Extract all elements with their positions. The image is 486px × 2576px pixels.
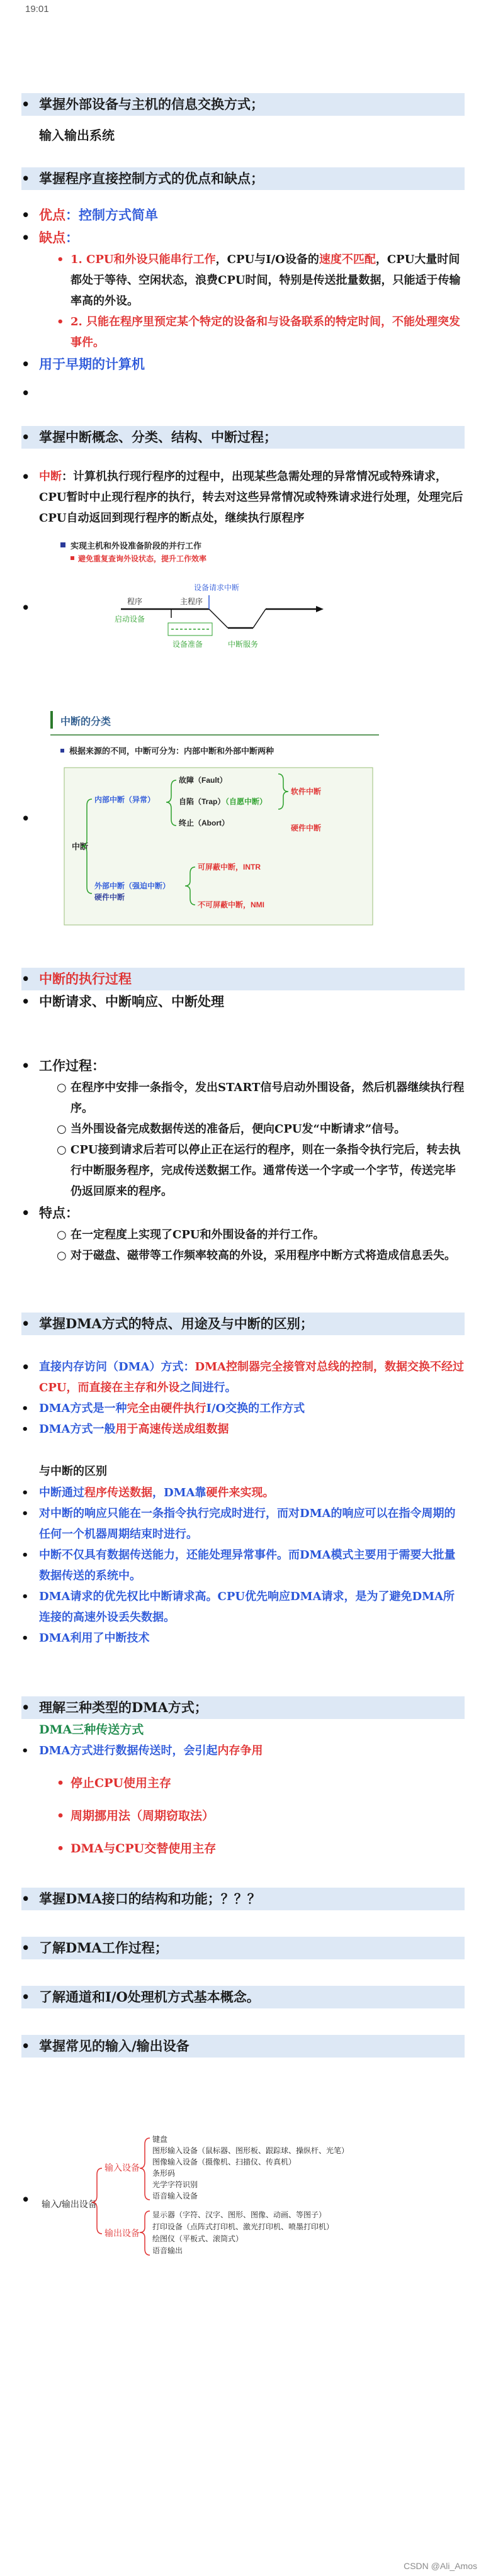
contention-line: • DMA方式进行数据传送时，会引起内存争用	[21, 1744, 263, 1757]
disadvantage-line: • 缺点：	[21, 230, 79, 245]
disadvantage-colon: ：	[65, 230, 79, 245]
title-text: 理解三种类型的DMA方式；	[39, 1700, 208, 1715]
item2: 2. 只能在程序里预定某个特定的设备和与设备联系的特定时间，不能处理突发事件。	[71, 315, 461, 349]
document-body	[0, 93, 486, 2265]
status-time: 19:01	[25, 4, 49, 14]
l3-a: DMA方式一般	[39, 1423, 116, 1436]
title-text: 掌握DMA接口的结构和功能；？？？	[39, 1891, 261, 1907]
dma-line3: • DMA方式一般用于高速传送成组数据	[21, 1423, 229, 1436]
usage-text: 用于早期的计算机	[39, 356, 145, 372]
advantage-label: 优点	[39, 207, 65, 223]
definition-text: ：计算机执行现行程序的过程中，出现某些急需处理的异常情况或特殊请求，CPU暂时中止现行程序的执行，转去对这些异常情况或特殊请求进行处理，处理完后CPU自动返回到现行程序的断点处，继续执行原程序	[39, 470, 463, 525]
disadvantage-label: 缺点	[39, 230, 65, 245]
status-bar	[0, 0, 486, 18]
line-b: 内存争用	[217, 1744, 263, 1757]
parallel-work-diagram	[39, 535, 392, 680]
section-program-control	[21, 167, 465, 405]
section-title: • 掌握程序直接控制方式的优点和缺点；	[21, 167, 465, 190]
d2: 对中断的响应只能在一条指令执行完成时进行，而对DMA的响应可以在指令周期的任何一个机器周期结束时进行。	[39, 1507, 456, 1541]
in-item: 光学字符识别	[152, 2180, 198, 2189]
in-item: 条形码	[152, 2169, 176, 2178]
legend-square-icon	[60, 542, 65, 547]
title-bar	[50, 711, 53, 729]
section-channel	[21, 1986, 465, 2008]
output-items	[152, 2210, 334, 2255]
list-item: • 周期挪用法（周期窃取法）	[57, 1800, 465, 1832]
empty-bullet: •	[21, 385, 30, 401]
advantage-line: • 优点：控制方式简单	[21, 207, 158, 223]
d1-c: ，DMA靠	[152, 1486, 206, 1499]
list-item: ○ 对于磁盘、磁带等工作频率较高的外设，采用程序中断方式将造成信息丢失。	[57, 1245, 465, 1266]
fig2-soft: 软件中断	[291, 787, 322, 796]
feat-label-line: • 特点：	[21, 1202, 465, 1224]
section-title: • 掌握常见的输入/输出设备	[21, 2035, 465, 2058]
root-label: 输入/输出设备	[42, 2199, 97, 2209]
title-text: 中断的执行过程	[39, 971, 132, 987]
dma-line2: • DMA方式是一种完全由硬件执行I/O交换的工作方式	[21, 1402, 305, 1415]
fig2-inner: 内部中断（异常）	[94, 795, 155, 804]
advantage-text: ：控制方式简单	[65, 207, 158, 223]
figure-io-devices: • 输入/输出设备 输入设备 输出设备 键盘 图形输入设备（鼠标器、图形板、跟踪球、操纵杆、光笔） 图像输入设备（摄像机、扫描仪、传真机） 条形码 光学字符识别 语音输入设备 显示器（字符、汉字、图形、图像、动画、等图子） 打印设备（点阵式打印机、激光打印机、喷墨打印机） 绘图仪（平板式、滚筒式） 语音输出	[21, 2133, 465, 2265]
fig1-prep: 设备准备	[172, 640, 203, 649]
in-item: 语音输入设备	[152, 2192, 198, 2200]
section-interrupt-concept	[21, 426, 465, 938]
list-item: • DMA与CPU交替使用主存	[57, 1832, 465, 1865]
title-text: 掌握常见的输入/输出设备	[39, 2038, 189, 2054]
in-item: 图像输入设备（摄像机、扫描仪、传真机）	[152, 2158, 297, 2166]
list-item: • 1. CPU和外设只能串行工作，CPU与I/O设备的速度不匹配，CPU大量时间都处于等待、空闲状态，浪费CPU时间，特别是传送批量数据，只能适于传输率高的外设。	[57, 253, 461, 308]
title-text: 掌握中断概念、分类、结构、中断过程；	[39, 429, 277, 445]
section-dma-types	[21, 1696, 465, 1865]
item1-c: 速度不匹配	[319, 253, 376, 266]
work-1: 在程序中安排一条指令，发出START信号启动外围设备，然后机器继续执行程序。	[71, 1081, 465, 1115]
section-title: • 掌握中断概念、分类、结构、中断过程；	[21, 426, 465, 449]
out-item: 绘图仪（平板式、滚筒式）	[152, 2234, 244, 2243]
diff-1: • 中断通过程序传送数据，DMA靠硬件来实现。	[21, 1486, 274, 1499]
title-text: 了解通道和I/O处理机方式基本概念。	[39, 1989, 260, 2005]
d1-d: 硬件来实现。	[206, 1486, 274, 1499]
diff-5: • DMA利用了中断技术	[21, 1628, 465, 1649]
section-io-exchange	[21, 93, 465, 146]
work-2: 当外围设备完成数据传送的准备后，便向CPU发“中断请求”信号。	[71, 1123, 406, 1136]
section-title: • 中断的执行过程	[21, 968, 465, 990]
type-2: 周期挪用法（周期窃取法）	[71, 1809, 215, 1823]
work-3: CPU接到请求后若可以停止正在运行的程序，则在一条指令执行完后，转去执行中断服务程序，完成传送数据工作。通常传送一个字或一个字节，传送完毕仍返回原来的程序。	[71, 1143, 461, 1198]
out-item: 显示器（字符、汉字、图形、图像、动画、等图子）	[152, 2210, 327, 2219]
line-a: DMA方式进行数据传送时，会引起	[39, 1744, 218, 1757]
list-item: ○ 当外围设备完成数据传送的准备后，便向CPU发“中断请求”信号。	[57, 1119, 465, 1140]
section-title: • 理解三种类型的DMA方式；	[21, 1696, 465, 1719]
diff-3: • 中断不仅具有数据传送能力，还能处理异常事件。而DMA模式主要用于需要大批量数据传送的系统中。	[21, 1545, 465, 1586]
feat-2: 对于磁盘、磁带等工作频率较高的外设，采用程序中断方式将造成信息丢失。	[71, 1249, 456, 1262]
section-title: • 掌握DMA接口的结构和功能；？？？	[21, 1888, 465, 1910]
in-brace	[140, 2138, 150, 2200]
l2-b: 完全由硬件执行	[127, 1402, 206, 1415]
desc-square-icon	[60, 749, 64, 753]
fig2-mask: 可屏蔽中断，INTR	[198, 863, 261, 871]
fig1-svc: 中断服务	[228, 640, 259, 649]
fig1-title: 实现主机和外设准备阶段的并行工作	[71, 541, 202, 551]
list-item: ○ 在程序中安排一条指令，发出START信号启动外围设备，然后机器继续执行程序。	[57, 1077, 465, 1119]
fig1-req: 设备请求中断	[194, 583, 240, 592]
section-dma	[21, 1313, 465, 1649]
out-item: 打印设备（点阵式打印机、激光打印机、喷墨打印机）	[152, 2222, 334, 2231]
l2-c: I/O交换的工作方式	[206, 1402, 305, 1415]
item1-a: 1. CPU和外设只能串行工作	[71, 253, 216, 266]
fig2-outer: 外部中断（强迫中断）	[94, 882, 171, 890]
arrow-head-icon	[316, 606, 324, 612]
fig2-self: （自愿中断）	[222, 797, 268, 806]
section-io-devices	[21, 2035, 465, 2265]
diff-4: • DMA请求的优先权比中断请求高。CPU优先响应DMA请求，是为了避免DMA所连接的高速外设丢失数据。	[21, 1586, 465, 1628]
fig2-abort: 终止（Abort）	[179, 819, 229, 827]
fig1-main: 主程序	[180, 597, 203, 606]
fig1-prog: 程序	[127, 597, 143, 606]
list-item: • 停止CPU使用主存	[57, 1767, 465, 1800]
fig2-root: 中断	[72, 842, 89, 851]
in-item: 图形输入设备（鼠标器、图形板、跟踪球、操纵杆、光笔）	[152, 2146, 349, 2155]
fig1-sub: 避免重复查询外设状态，提升工作效率	[78, 554, 207, 563]
list-item: • 2. 只能在程序里预定某个特定的设备和与设备联系的特定时间，不能处理突发事件。	[57, 311, 465, 353]
d4: DMA请求的优先权比中断请求高。CPU优先响应DMA请求，是为了避免DMA所连接的高速外设丢失数据。	[39, 1590, 455, 1624]
fig1-start: 启动设备	[115, 615, 145, 624]
out-item: 语音输出	[152, 2246, 183, 2255]
dma-def: • 直接内存访问（DMA）方式：DMA控制器完全接管对总线的控制，数据交换不经过CPU，而直接在主存和外设之间进行。	[21, 1359, 464, 1394]
d5: DMA利用了中断技术	[39, 1632, 150, 1645]
return-line	[253, 609, 266, 628]
dma-types-subtitle: DMA三种传送方式	[39, 1723, 144, 1737]
item1-b: ，CPU与I/O设备的	[215, 253, 319, 266]
figure-classification: • 中断的分类 根据来源的不同，中断可分为：内部中断和外部中断两种 中断 内部中断（异常） 外部中断（强迫中断） 硬件中断 故障（Fault） 自陷（Trap） （自愿中断） 终止（Abort） 软件中断 硬件中断 可屏蔽中断，INTR 不可屏蔽中断，NMI	[21, 698, 465, 938]
title-text: 掌握DMA方式的特点、用途及与中断的区别；	[39, 1316, 314, 1331]
type-1: 停止CPU使用主存	[71, 1776, 171, 1790]
section-title: • 掌握DMA方式的特点、用途及与中断的区别；	[21, 1313, 465, 1335]
fig2-fault: 故障（Fault）	[179, 776, 227, 785]
title-text: 了解DMA工作过程；	[39, 1940, 168, 1956]
title-text: 掌握外部设备与主机的信息交换方式；	[39, 96, 264, 112]
title-text: 掌握程序直接控制方式的优点和缺点；	[39, 171, 264, 186]
steps-text: 中断请求、中断响应、中断处理	[39, 994, 224, 1009]
fig2-hw: 硬件中断	[94, 893, 125, 902]
list-item: ○ 在一定程度上实现了CPU和外围设备的并行工作。	[57, 1224, 465, 1245]
definition-line: • 中断：计算机执行现行程序的过程中，出现某些急需处理的异常情况或特殊请求，CPU暂时中止现行程序的执行，转去对这些异常情况或特殊请求进行处理，处理完后CPU自动返回到现行程序的断点处，继续执行原程序	[21, 469, 463, 525]
item1-d: ，CPU大量时间都处于等待、空闲状态，浪费CPU时间，特别是传送批量数据，只能适于传输率高的外设。	[71, 253, 461, 308]
l3-b: 用于高速传送成组数据	[115, 1423, 229, 1436]
steps-line: • 中断请求、中断响应、中断处理	[21, 990, 465, 1013]
section-title: • 了解通道和I/O处理机方式基本概念。	[21, 1986, 465, 2008]
work-list	[57, 1077, 465, 1202]
fig2-hw2: 硬件中断	[291, 824, 322, 832]
d3: 中断不仅具有数据传送能力，还能处理异常事件。而DMA模式主要用于需要大批量数据传送的系统中。	[39, 1548, 456, 1582]
section-dma-workflow	[21, 1937, 465, 1959]
l1-b: DMA控制器完全接管对总线的控制，数据交换不经过CPU，而直接在主存和外设	[39, 1360, 464, 1394]
l1-c: 之间进行。	[179, 1381, 237, 1394]
section-title: • 了解DMA工作过程；	[21, 1937, 465, 1959]
d1-a: 中断通过	[39, 1486, 84, 1499]
fig2-nmask: 不可屏蔽中断，NMI	[198, 900, 264, 909]
d1-b: 程序传送数据	[84, 1486, 152, 1499]
in-label: 输入设备	[105, 2163, 140, 2173]
section-interrupt-process	[21, 968, 465, 1266]
type-3: DMA与CPU交替使用主存	[71, 1842, 217, 1856]
usage-line: • 用于早期的计算机	[21, 353, 465, 376]
io-device-tree	[39, 2133, 417, 2265]
fig2-desc: 根据来源的不同，中断可分为：内部中断和外部中断两种	[69, 746, 274, 756]
definition-label: 中断	[39, 470, 62, 483]
section-dma-interface	[21, 1888, 465, 1910]
section-subtitle: 输入输出系统	[39, 128, 115, 143]
list-item: ○ CPU接到请求后若可以停止正在运行的程序，则在一条指令执行完后，转去执行中断服务程序，完成传送数据工作。通常传送一个字或一个字节，传送完毕仍返回原来的程序。	[57, 1140, 465, 1202]
interrupt-classification-diagram	[39, 698, 392, 938]
work-label-line: • 工作过程：	[21, 1055, 465, 1077]
fig2-title: 中断的分类	[60, 717, 111, 727]
input-items	[152, 2134, 349, 2200]
diff-2: • 对中断的响应只能在一条指令执行完成时进行，而对DMA的响应可以在指令周期的任何一个机器周期结束时进行。	[21, 1503, 465, 1545]
out-label: 输出设备	[105, 2228, 140, 2238]
feat-label: 特点：	[39, 1205, 79, 1221]
diff-label: 与中断的区别	[39, 1465, 107, 1478]
out-brace	[140, 2211, 150, 2255]
section-title: • 掌握外部设备与主机的信息交换方式；	[21, 93, 465, 116]
in-item: 键盘	[152, 2135, 168, 2144]
work-label: 工作过程：	[39, 1058, 105, 1073]
fig2-trap: 自陷（Trap）	[179, 797, 225, 806]
dma-type-list	[57, 1767, 465, 1865]
feat-1: 在一定程度上实现了CPU和外围设备的并行工作。	[71, 1228, 325, 1241]
disadvantage-list	[57, 249, 465, 353]
figure-parallel: • 实现主机和外设准备阶段的并行工作 避免重复查询外设状态，提升工作效率 设备请求中断 程序 主程序 启动设备 设备准备 中断服务	[21, 535, 465, 680]
legend-dot-icon	[71, 556, 74, 560]
feat-list	[57, 1224, 465, 1266]
l1-a: 直接内存访问（DMA）方式：	[39, 1360, 195, 1374]
l2-a: DMA方式是一种	[39, 1402, 127, 1415]
watermark: CSDN @Ali_Amos	[404, 2561, 477, 2571]
